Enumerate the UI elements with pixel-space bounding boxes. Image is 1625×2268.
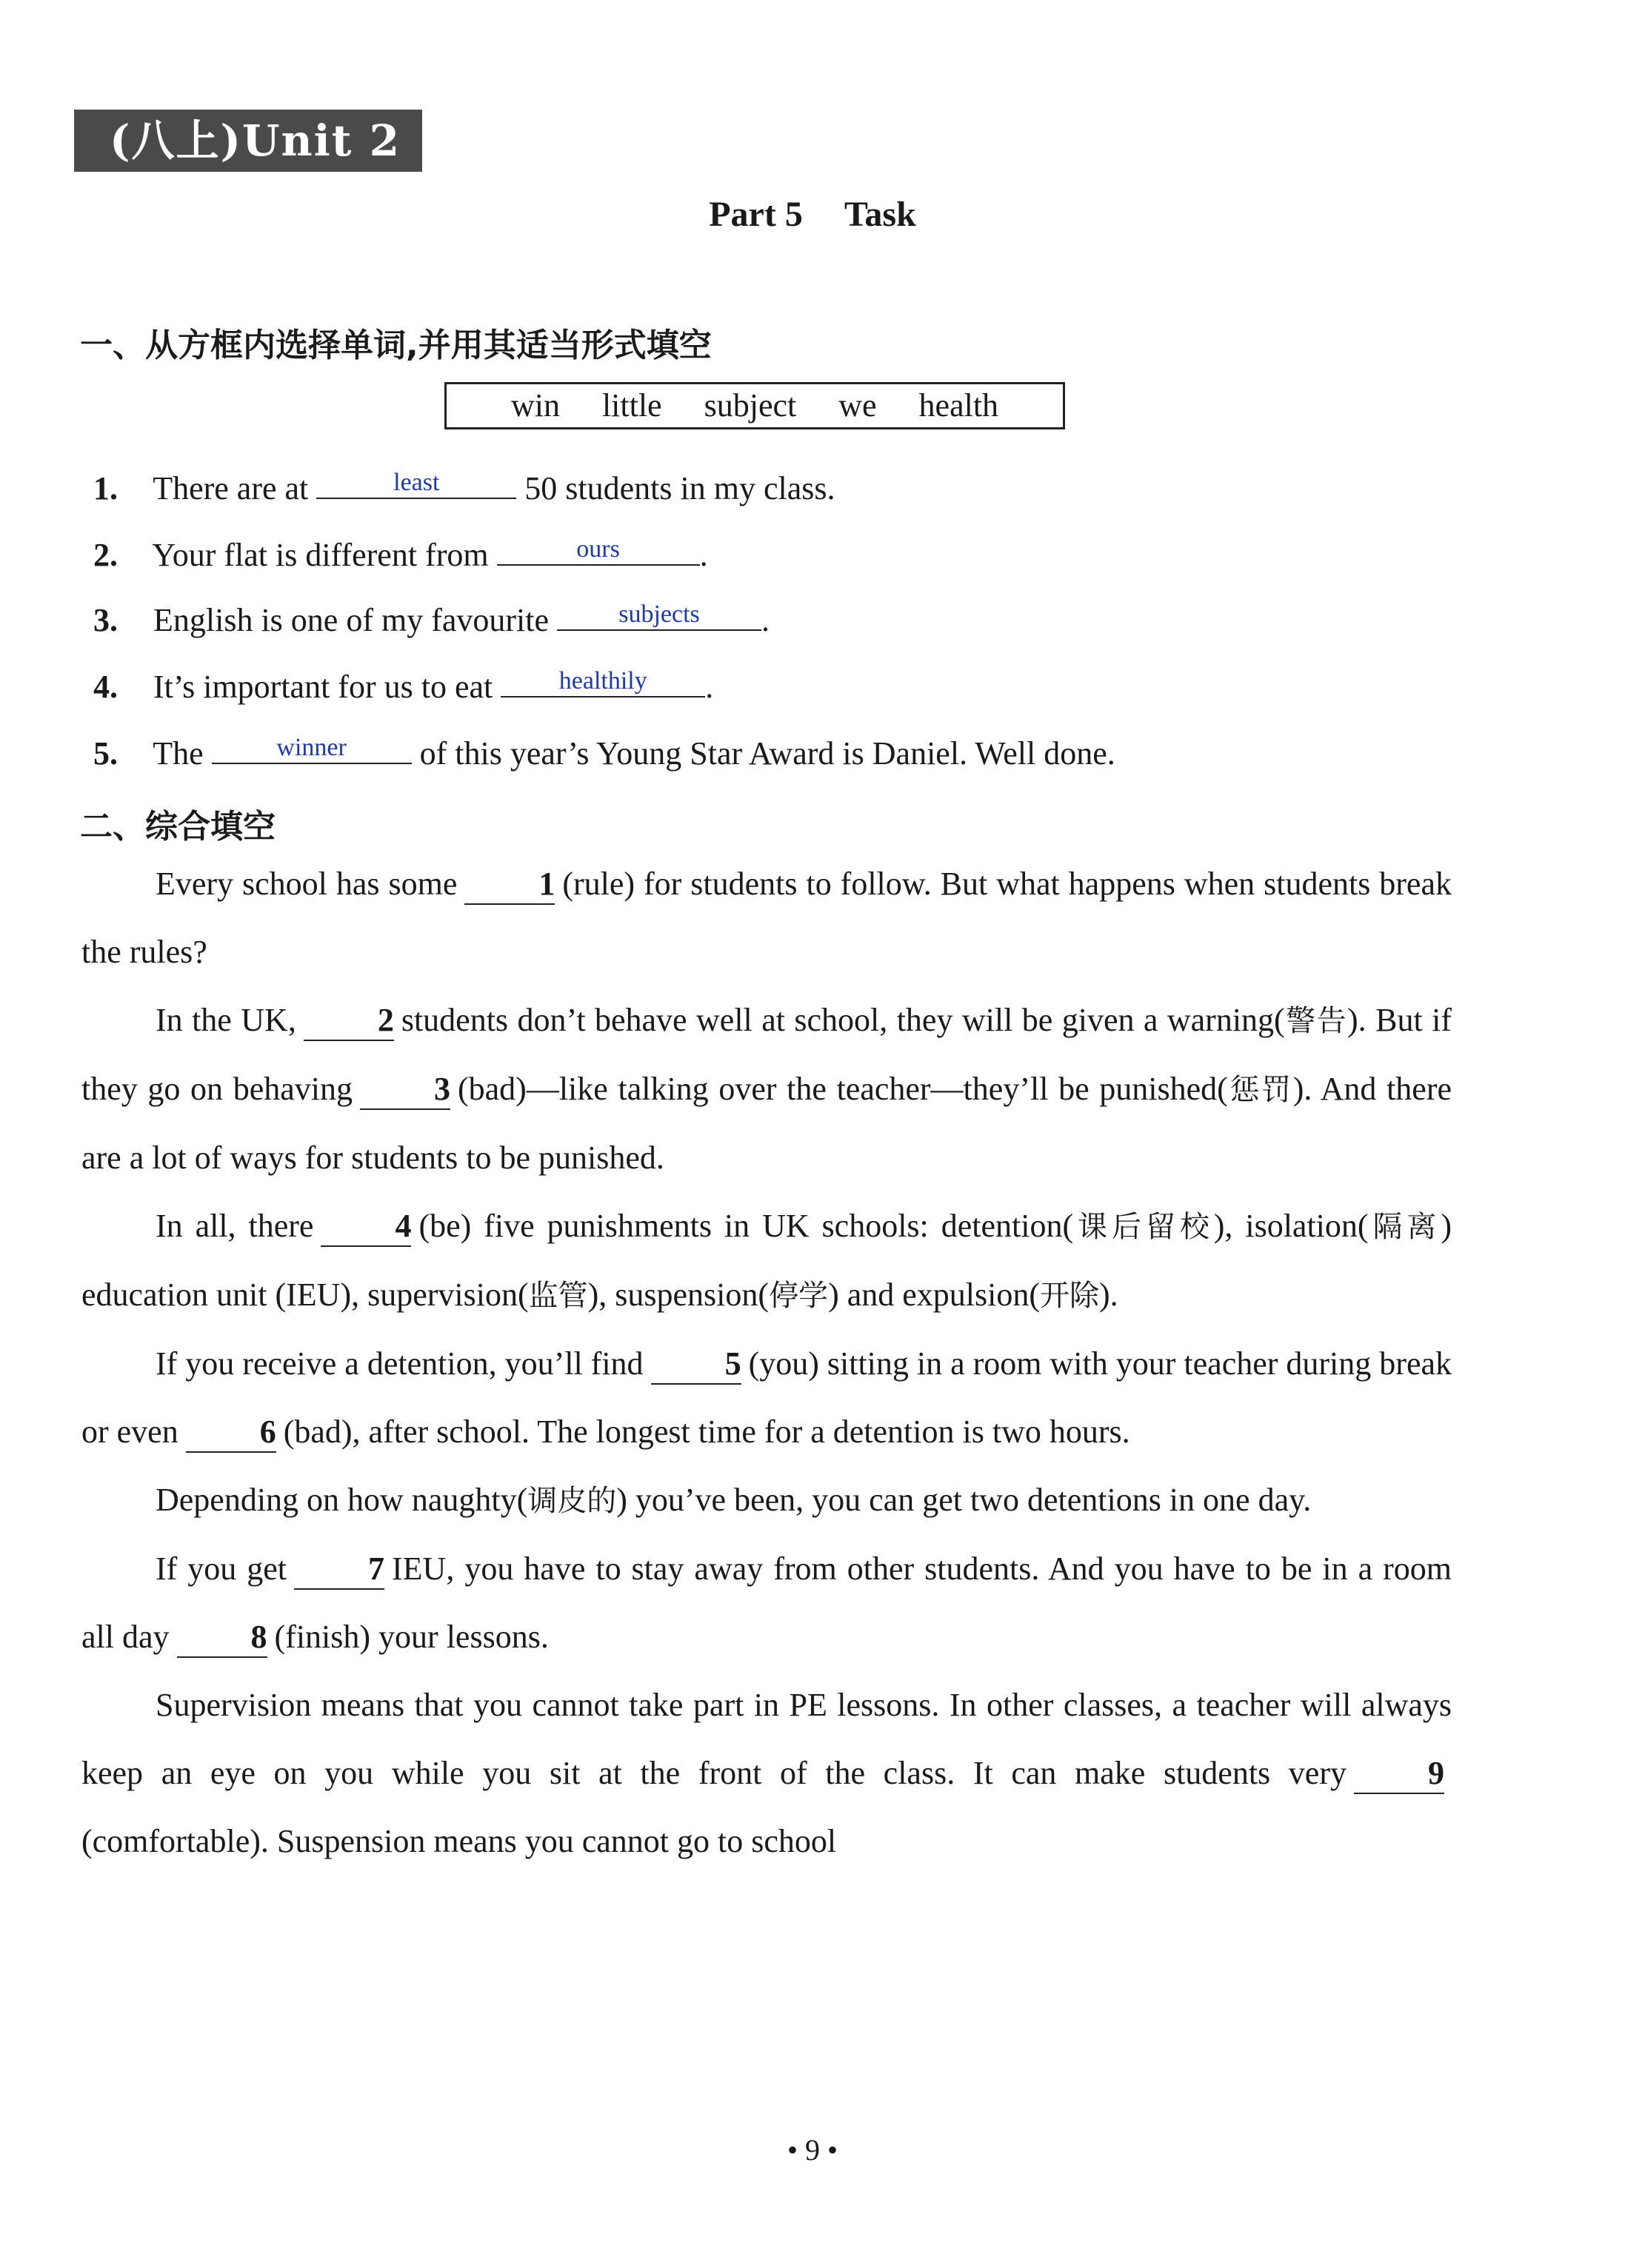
answer-blank[interactable] bbox=[497, 530, 700, 566]
item-number: 2. bbox=[93, 537, 118, 573]
passage bbox=[81, 850, 1452, 1876]
answer-text: winner bbox=[276, 734, 347, 761]
answer-blank[interactable] bbox=[212, 729, 412, 764]
text: ) you’ve been, you can get two detentions in one day. bbox=[616, 1482, 1312, 1518]
item-text-after: . bbox=[761, 602, 770, 638]
word-item: little bbox=[601, 387, 662, 424]
fill-item bbox=[93, 530, 708, 578]
answer-blank[interactable] bbox=[501, 662, 705, 698]
chinese-gloss: 监管 bbox=[528, 1279, 588, 1313]
text: Supervision means that you cannot take part in PE lessons. In other classes, a teacher will always keep an eye on you while you sit at the front of the class. It can make students very bbox=[81, 1687, 1452, 1791]
answer-blank[interactable] bbox=[316, 464, 516, 499]
item-text-before: The bbox=[153, 735, 204, 772]
text: IEU, you have to stay away from other students. And you have to be in a room all day bbox=[81, 1551, 1452, 1655]
item-number: 1. bbox=[93, 470, 118, 506]
word-item: win bbox=[510, 387, 560, 424]
paragraph bbox=[81, 986, 1452, 1192]
chinese-gloss: 停学 bbox=[769, 1279, 829, 1313]
section1-heading: 一、从方框内选择单词,并用其适当形式填空 bbox=[80, 327, 712, 364]
item-text-before: There are at bbox=[153, 470, 309, 506]
text: ), suspension( bbox=[587, 1277, 770, 1313]
text: ) education unit (IEU), supervision( bbox=[81, 1208, 1452, 1313]
text: (comfortable). Suspension means you cannot go to school bbox=[81, 1823, 837, 1859]
item-number: 5. bbox=[93, 735, 118, 772]
fill-item bbox=[93, 662, 713, 709]
text: Depending on how naughty( bbox=[156, 1482, 528, 1518]
gap-4[interactable]: 4 bbox=[321, 1207, 411, 1247]
gap-5[interactable]: 5 bbox=[651, 1345, 741, 1385]
text: ), isolation( bbox=[1213, 1208, 1369, 1244]
section2-heading: 二、综合填空 bbox=[80, 808, 276, 846]
text: (you) sitting in a room with your teacher during break or even bbox=[81, 1345, 1452, 1450]
chinese-gloss: 调皮的 bbox=[527, 1484, 617, 1518]
answer-text: least bbox=[393, 469, 440, 496]
text: ). bbox=[1099, 1277, 1118, 1313]
gap-6[interactable]: 6 bbox=[186, 1413, 276, 1453]
text: If you get bbox=[156, 1551, 287, 1587]
gap-8[interactable]: 8 bbox=[177, 1618, 267, 1658]
item-text-after: . bbox=[699, 537, 708, 573]
paragraph bbox=[81, 1466, 1452, 1535]
fill-item bbox=[93, 729, 1115, 776]
text: (bad)—like talking over the teacher—they’ll be punished( bbox=[458, 1071, 1228, 1107]
text: In the UK, bbox=[156, 1002, 296, 1038]
answer-blank[interactable] bbox=[557, 595, 761, 631]
chinese-gloss: 课后留校 bbox=[1073, 1210, 1214, 1244]
word-item: health bbox=[918, 387, 999, 424]
text: (be) five punishments in UK schools: detention( bbox=[418, 1208, 1074, 1244]
answer-text: healthily bbox=[558, 667, 647, 695]
paragraph bbox=[81, 1535, 1452, 1671]
gap-9[interactable]: 9 bbox=[1354, 1754, 1444, 1794]
paragraph bbox=[81, 1192, 1452, 1330]
gap-3[interactable]: 3 bbox=[360, 1070, 450, 1110]
word-item: subject bbox=[704, 387, 797, 424]
page-number: • 9 • bbox=[787, 2133, 838, 2167]
paragraph bbox=[81, 850, 1452, 986]
gap-2[interactable]: 2 bbox=[304, 1001, 394, 1041]
part-name: Task bbox=[844, 195, 916, 234]
text: (rule) for students to follow. But what happens when students break the rules? bbox=[81, 866, 1452, 970]
word-item: we bbox=[838, 387, 877, 424]
text: (finish) your lessons. bbox=[274, 1619, 549, 1655]
item-text-before: Your flat is different from bbox=[152, 537, 489, 573]
chinese-gloss: 开除 bbox=[1040, 1279, 1099, 1313]
fill-item bbox=[93, 464, 835, 511]
part-number: Part 5 bbox=[709, 195, 803, 234]
paragraph bbox=[81, 1671, 1452, 1876]
item-number: 3. bbox=[93, 602, 118, 638]
text: ). But if they go on behaving bbox=[81, 1002, 1452, 1107]
paragraph bbox=[81, 1330, 1452, 1466]
part-title bbox=[0, 194, 1625, 235]
item-text-after: of this year’s Young Star Award is Daniel. Well done. bbox=[419, 735, 1115, 772]
gap-7[interactable]: 7 bbox=[294, 1550, 384, 1590]
item-text-before: It’s important for us to eat bbox=[153, 669, 493, 705]
chinese-gloss: 惩罚 bbox=[1227, 1073, 1293, 1107]
text: ) and expulsion( bbox=[828, 1277, 1040, 1313]
item-text-after: . bbox=[705, 669, 714, 705]
item-number: 4. bbox=[93, 669, 118, 705]
item-text-before: English is one of my favourite bbox=[153, 602, 550, 638]
text: Every school has some bbox=[156, 866, 458, 902]
answer-text: ours bbox=[576, 535, 620, 563]
text: (bad), after school. The longest time for a detention is two hours. bbox=[283, 1414, 1130, 1450]
text: If you receive a detention, you’ll find bbox=[156, 1345, 644, 1382]
answer-text: subjects bbox=[618, 601, 700, 628]
text: ). And there are a lot of ways for students to be punished. bbox=[81, 1071, 1452, 1176]
chinese-gloss: 警告 bbox=[1284, 1004, 1348, 1038]
fill-item bbox=[93, 595, 770, 643]
gap-1[interactable]: 1 bbox=[464, 865, 555, 905]
chinese-gloss: 隔离 bbox=[1368, 1210, 1441, 1244]
text: In all, there bbox=[156, 1208, 314, 1244]
word-box bbox=[444, 382, 1065, 429]
unit-badge: (八上)Unit 2 bbox=[74, 110, 422, 172]
text: students don’t behave well at school, they will be given a warning( bbox=[401, 1002, 1285, 1038]
item-text-after: 50 students in my class. bbox=[524, 470, 835, 506]
